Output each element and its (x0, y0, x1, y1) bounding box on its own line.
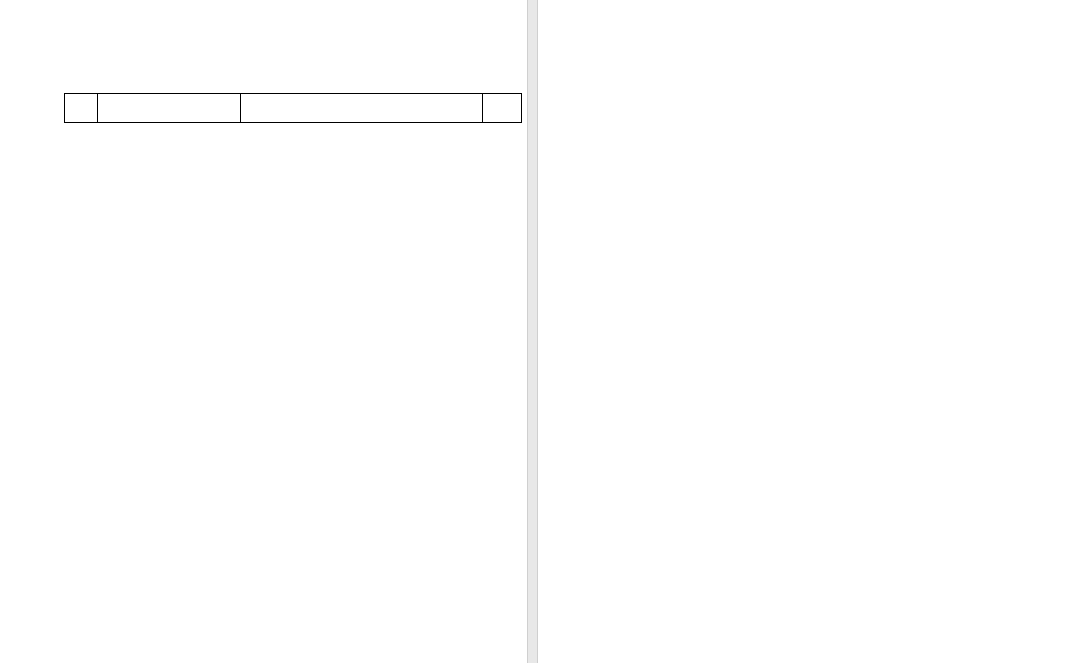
header-deviation (483, 94, 522, 123)
header-name (98, 94, 241, 123)
header-number (65, 94, 98, 123)
header-sizes (241, 94, 483, 123)
right-page (538, 0, 1066, 663)
measurements-table (64, 93, 522, 123)
page-separator (527, 0, 538, 663)
table-row (65, 94, 522, 123)
